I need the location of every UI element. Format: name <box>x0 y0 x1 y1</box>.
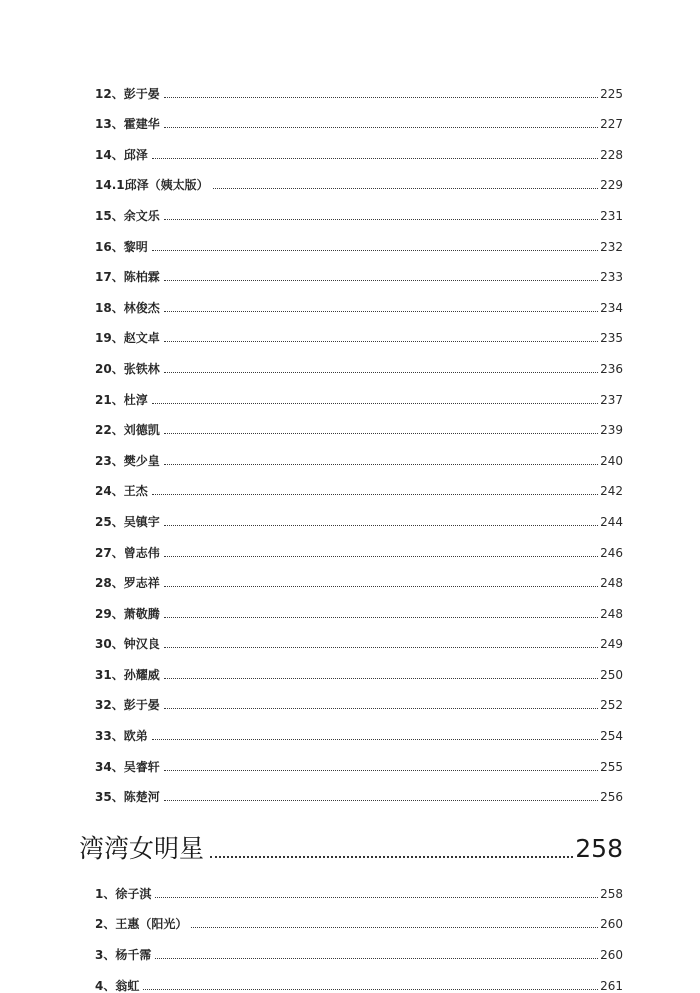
toc-entry[interactable] <box>95 498 623 529</box>
toc-entry-page-number: 250 <box>600 667 623 682</box>
toc-entry-label: 18、林俊杰 <box>95 300 160 315</box>
toc-dot-leader <box>164 647 598 648</box>
toc-entry-page-number: 233 <box>600 270 623 285</box>
toc-entry-page-number: 260 <box>600 948 623 963</box>
toc-entry[interactable] <box>95 870 623 901</box>
toc-entry[interactable] <box>95 345 623 376</box>
toc-dot-leader <box>152 250 598 251</box>
toc-entry-page-number: 231 <box>600 208 623 223</box>
toc-entry[interactable] <box>95 437 623 468</box>
toc-entry-page-number: 244 <box>600 514 623 529</box>
toc-entry-page-number: 240 <box>600 453 623 468</box>
toc-dot-leader <box>164 127 598 128</box>
toc-dot-leader <box>164 586 598 587</box>
toc-entry-label: 1、徐子淇 <box>95 886 152 901</box>
toc-entry-page-number: 248 <box>600 606 623 621</box>
toc-entry-label: 32、彭于晏 <box>95 698 160 713</box>
toc-entry-page-number: 248 <box>600 576 623 591</box>
toc-entry[interactable] <box>95 254 623 285</box>
toc-section-heading[interactable] <box>79 804 623 870</box>
toc-entry-label: 2、王惠（阳光） <box>95 917 188 932</box>
toc-dot-leader <box>164 525 598 526</box>
toc-entry-page-number: 254 <box>600 729 623 744</box>
toc-dot-leader <box>164 219 598 220</box>
toc-dot-leader <box>152 403 598 404</box>
toc-entry[interactable] <box>95 774 623 805</box>
toc-dot-leader <box>164 341 598 342</box>
toc-entry[interactable] <box>95 131 623 162</box>
toc-dot-leader <box>164 678 598 679</box>
toc-entries <box>95 70 623 804</box>
toc-entry-label: 24、王杰 <box>95 484 148 499</box>
toc-entry-label: 28、罗志祥 <box>95 576 160 591</box>
toc-entry-page-number: 234 <box>600 300 623 315</box>
toc-entry-label: 3、杨千霈 <box>95 948 152 963</box>
toc-dot-leader <box>164 433 598 434</box>
toc-dot-leader <box>155 958 598 959</box>
toc-entry-page-number: 227 <box>600 117 623 132</box>
toc-dot-leader <box>191 927 598 928</box>
toc-entry[interactable] <box>95 376 623 407</box>
toc-entry-page-number: 232 <box>600 239 623 254</box>
toc-entry-page-number: 246 <box>600 545 623 560</box>
toc-entry-label: 25、吴镇宇 <box>95 514 160 529</box>
toc-entry[interactable] <box>95 743 623 774</box>
toc-entry-page-number: 256 <box>600 790 623 805</box>
toc-entry-label: 31、孙耀威 <box>95 667 160 682</box>
toc-entry[interactable] <box>95 901 623 932</box>
toc-entry-label: 12、彭于晏 <box>95 86 160 101</box>
toc-entry[interactable] <box>95 712 623 743</box>
toc-entry-label: 4、翁虹 <box>95 978 140 993</box>
toc-entry-label: 17、陈柏霖 <box>95 270 160 285</box>
toc-dot-leader <box>164 372 598 373</box>
toc-entry-page-number: 252 <box>600 698 623 713</box>
toc-dot-leader <box>164 311 598 312</box>
toc-entry-label: 21、杜淳 <box>95 392 148 407</box>
toc-dot-leader <box>164 556 598 557</box>
toc-entry[interactable] <box>95 590 623 621</box>
toc-entry[interactable] <box>95 223 623 254</box>
toc-entry-label: 30、钟汉良 <box>95 637 160 652</box>
toc-entry[interactable] <box>95 931 623 962</box>
toc-entry[interactable] <box>95 101 623 132</box>
toc-dot-leader <box>164 770 598 771</box>
toc-entry[interactable] <box>95 621 623 652</box>
toc-entry-page-number: 228 <box>600 147 623 162</box>
toc-heading-page-number: 258 <box>575 834 623 864</box>
toc-entry[interactable] <box>95 192 623 223</box>
toc-dot-leader <box>164 97 598 98</box>
toc-entry-page-number: 225 <box>600 86 623 101</box>
toc-entry-page-number: 237 <box>600 392 623 407</box>
toc-entry-label: 14.1邱泽（姨太版） <box>95 178 209 193</box>
toc-entry-label: 33、欧弟 <box>95 729 148 744</box>
toc-entry-page-number: 236 <box>600 361 623 376</box>
table-of-contents <box>79 70 623 993</box>
toc-entry[interactable] <box>95 682 623 713</box>
toc-entry-label: 20、张铁林 <box>95 361 160 376</box>
toc-entry-label: 29、萧敬腾 <box>95 606 160 621</box>
toc-heading-label: 湾湾女明星 <box>79 834 205 864</box>
toc-entry[interactable] <box>95 962 623 993</box>
toc-entry-label: 19、赵文卓 <box>95 331 160 346</box>
toc-dot-leader <box>164 280 598 281</box>
toc-entries-after-heading <box>95 870 623 992</box>
toc-entry-page-number: 229 <box>600 178 623 193</box>
toc-entry-page-number: 239 <box>600 423 623 438</box>
toc-entry-page-number: 235 <box>600 331 623 346</box>
toc-entry-page-number: 249 <box>600 637 623 652</box>
toc-entry-label: 14、邱泽 <box>95 147 148 162</box>
toc-dot-leader <box>152 739 598 740</box>
toc-entry-page-number: 261 <box>600 978 623 993</box>
toc-dot-leader <box>155 897 598 898</box>
toc-entry[interactable] <box>95 529 623 560</box>
toc-entry-label: 22、刘德凯 <box>95 423 160 438</box>
toc-entry[interactable] <box>95 315 623 346</box>
toc-entry-page-number: 260 <box>600 917 623 932</box>
toc-entry[interactable] <box>95 560 623 591</box>
toc-dot-leader <box>164 617 598 618</box>
toc-entry-label: 35、陈楚河 <box>95 790 160 805</box>
toc-entry[interactable] <box>95 284 623 315</box>
toc-dot-leader <box>143 989 598 990</box>
toc-entry[interactable] <box>95 70 623 101</box>
toc-dot-leader <box>164 708 598 709</box>
toc-dot-leader <box>152 158 598 159</box>
toc-entry[interactable] <box>95 407 623 438</box>
toc-entry-label: 15、余文乐 <box>95 208 160 223</box>
toc-dot-leader <box>213 188 598 189</box>
toc-dot-leader <box>164 464 598 465</box>
toc-entry-page-number: 258 <box>600 886 623 901</box>
toc-entry-label: 27、曾志伟 <box>95 545 160 560</box>
toc-dot-leader <box>210 856 573 858</box>
toc-dot-leader <box>152 494 598 495</box>
toc-entry-label: 16、黎明 <box>95 239 148 254</box>
toc-dot-leader <box>164 800 598 801</box>
toc-entry-page-number: 242 <box>600 484 623 499</box>
toc-entry[interactable] <box>95 162 623 193</box>
toc-entry-label: 23、樊少皇 <box>95 453 160 468</box>
toc-entry-label: 34、吴睿轩 <box>95 759 160 774</box>
toc-entry-label: 13、霍建华 <box>95 117 160 132</box>
toc-entry[interactable] <box>95 651 623 682</box>
toc-entry-page-number: 255 <box>600 759 623 774</box>
toc-entry[interactable] <box>95 468 623 499</box>
